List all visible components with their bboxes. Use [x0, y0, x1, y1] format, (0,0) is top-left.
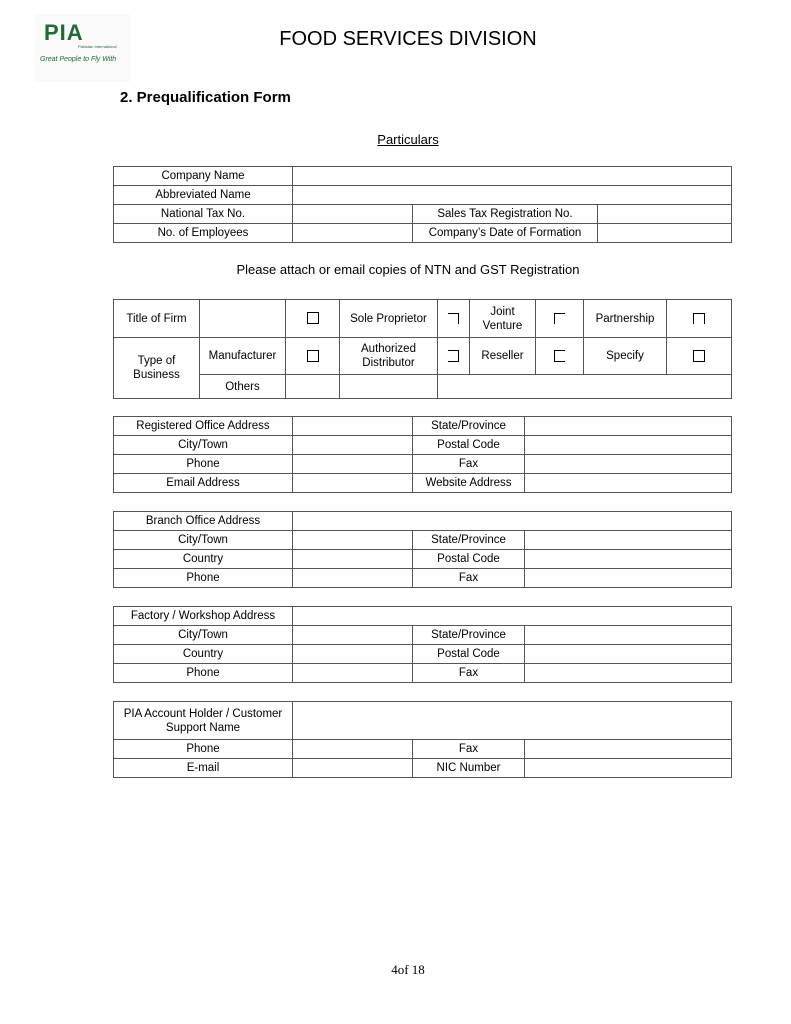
email-field[interactable] — [293, 759, 413, 778]
fax-label: Fax — [413, 569, 525, 588]
state-field[interactable] — [525, 531, 732, 550]
others-field-2[interactable] — [340, 375, 438, 399]
email-field[interactable] — [293, 474, 413, 493]
checkbox-icon[interactable] — [307, 312, 319, 324]
ntn-label: National Tax No. — [114, 205, 293, 224]
fax-field[interactable] — [525, 740, 732, 759]
partnership-checkbox-icon[interactable] — [693, 313, 705, 324]
factory-address-label: Factory / Workshop Address — [114, 607, 293, 626]
state-field[interactable] — [525, 626, 732, 645]
fax-label: Fax — [413, 455, 525, 474]
postal-label: Postal Code — [413, 645, 525, 664]
logo-subtext: Pakistan International — [78, 44, 117, 49]
country-field[interactable] — [293, 645, 413, 664]
phone-label: Phone — [114, 455, 293, 474]
employees-label: No. of Employees — [114, 224, 293, 243]
abbreviated-name-field[interactable] — [293, 186, 732, 205]
phone-field[interactable] — [293, 740, 413, 759]
partnership-label: Partnership — [584, 300, 667, 338]
state-label: State/Province — [413, 531, 525, 550]
postal-field[interactable] — [525, 645, 732, 664]
postal-label: Postal Code — [413, 550, 525, 569]
phone-field[interactable] — [293, 455, 413, 474]
country-label: Country — [114, 550, 293, 569]
others-label: Others — [200, 375, 286, 399]
page-number: 4of 18 — [391, 962, 425, 977]
website-label: Website Address — [413, 474, 525, 493]
company-name-field[interactable] — [293, 167, 732, 186]
manufacturer-label: Manufacturer — [200, 338, 286, 375]
fax-field[interactable] — [525, 569, 732, 588]
authorized-distributor-checkbox-icon[interactable] — [448, 350, 459, 362]
formation-date-field[interactable] — [598, 224, 732, 243]
company-table — [113, 166, 732, 243]
sole-proprietor-checkbox-icon[interactable] — [448, 313, 459, 324]
type-of-business-label: Type of Business — [114, 338, 200, 399]
checkbox-cell — [667, 300, 732, 338]
others-field[interactable] — [286, 375, 340, 399]
website-field[interactable] — [525, 474, 732, 493]
city-label: City/Town — [114, 436, 293, 455]
checkbox-cell — [438, 300, 470, 338]
particulars-heading: Particulars — [377, 132, 439, 147]
city-field[interactable] — [293, 531, 413, 550]
ntn-field[interactable] — [293, 205, 413, 224]
city-label: City/Town — [114, 626, 293, 645]
account-holder-table — [113, 701, 732, 778]
specify-label: Specify — [584, 338, 667, 375]
checkbox-cell — [286, 338, 340, 375]
country-field[interactable] — [293, 550, 413, 569]
manufacturer-checkbox-icon[interactable] — [307, 350, 319, 362]
email-label: Email Address — [114, 474, 293, 493]
checkbox-cell — [286, 300, 340, 338]
reseller-label: Reseller — [470, 338, 536, 375]
phone-field[interactable] — [293, 664, 413, 683]
checkbox-cell — [536, 300, 584, 338]
branch-address-field[interactable] — [293, 512, 732, 531]
branch-office-table — [113, 511, 732, 588]
logo-tagline: Great People to Fly With — [40, 56, 117, 63]
state-label: State/Province — [413, 417, 525, 436]
checkbox-cell — [667, 338, 732, 375]
others-specify-field[interactable] — [438, 375, 732, 399]
postal-field[interactable] — [525, 436, 732, 455]
specify-checkbox-icon[interactable] — [693, 350, 705, 362]
sales-tax-field[interactable] — [598, 205, 732, 224]
reseller-checkbox-icon[interactable] — [554, 350, 565, 362]
country-label: Country — [114, 645, 293, 664]
postal-label: Postal Code — [413, 436, 525, 455]
company-name-label: Company Name — [114, 167, 293, 186]
email-label: E-mail — [114, 759, 293, 778]
sales-tax-label: Sales Tax Registration No. — [413, 205, 598, 224]
factory-table — [113, 606, 732, 683]
joint-venture-checkbox-icon[interactable] — [554, 313, 565, 324]
nic-field[interactable] — [525, 759, 732, 778]
logo-text: PIA — [44, 20, 84, 45]
fax-label: Fax — [413, 740, 525, 759]
city-field[interactable] — [293, 626, 413, 645]
phone-field[interactable] — [293, 569, 413, 588]
title-of-firm-field[interactable] — [200, 300, 286, 338]
city-label: City/Town — [114, 531, 293, 550]
checkbox-cell — [536, 338, 584, 375]
formation-date-label: Company’s Date of Formation — [413, 224, 598, 243]
fax-field[interactable] — [525, 455, 732, 474]
phone-label: Phone — [114, 664, 293, 683]
account-holder-field[interactable] — [293, 702, 732, 740]
factory-address-field[interactable] — [293, 607, 732, 626]
attach-note: Please attach or email copies of NTN and GST Registration — [236, 262, 580, 277]
authorized-distributor-label: Authorized Distributor — [340, 338, 438, 375]
nic-label: NIC Number — [413, 759, 525, 778]
document-title: FOOD SERVICES DIVISION — [279, 28, 537, 50]
state-label: State/Province — [413, 626, 525, 645]
employees-field[interactable] — [293, 224, 413, 243]
fax-label: Fax — [413, 664, 525, 683]
postal-field[interactable] — [525, 550, 732, 569]
sole-proprietor-label: Sole Proprietor — [340, 300, 438, 338]
registered-address-field[interactable] — [293, 417, 413, 436]
registered-office-table — [113, 416, 732, 493]
form-title: 2. Prequalification Form — [120, 89, 291, 106]
joint-venture-label: Joint Venture — [470, 300, 536, 338]
phone-label: Phone — [114, 569, 293, 588]
checkbox-cell — [438, 338, 470, 375]
firm-table — [113, 299, 732, 399]
abbreviated-name-label: Abbreviated Name — [114, 186, 293, 205]
account-holder-label: PIA Account Holder / Customer Support Name — [114, 702, 293, 740]
phone-label: Phone — [114, 740, 293, 759]
city-field[interactable] — [293, 436, 413, 455]
branch-address-label: Branch Office Address — [114, 512, 293, 531]
title-of-firm-label: Title of Firm — [114, 300, 200, 338]
state-field[interactable] — [525, 417, 732, 436]
registered-address-label: Registered Office Address — [114, 417, 293, 436]
fax-field[interactable] — [525, 664, 732, 683]
